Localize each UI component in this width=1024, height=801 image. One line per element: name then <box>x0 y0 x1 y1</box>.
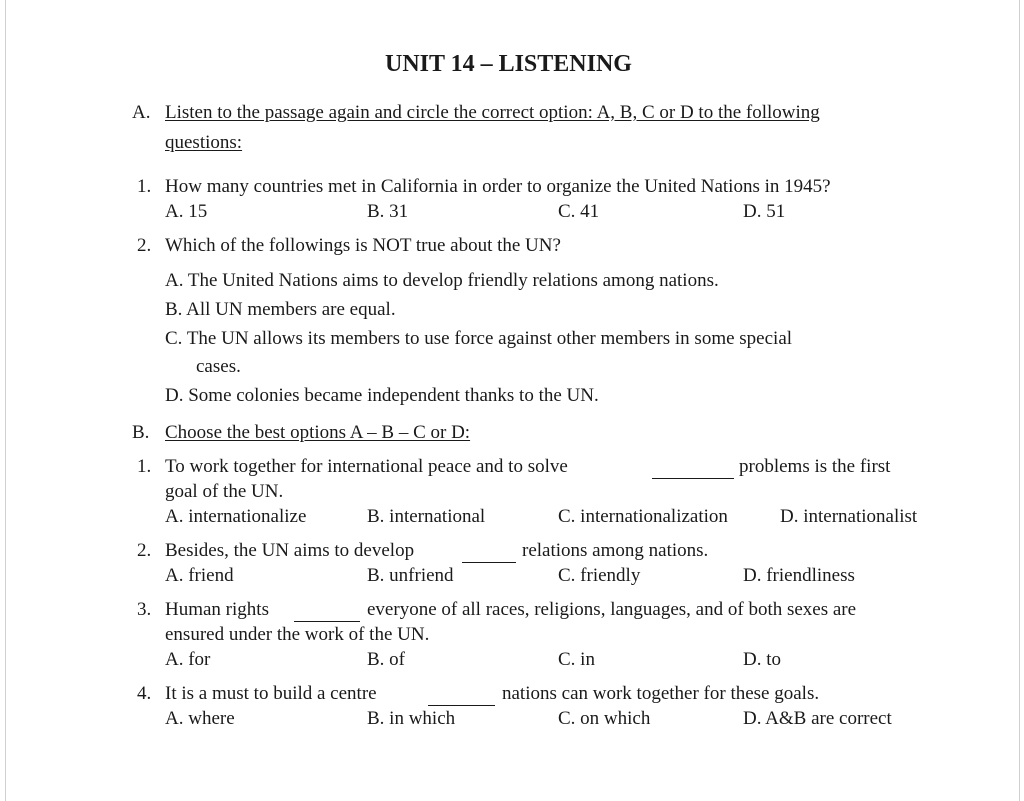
b-q4-option-d: D. A&B are correct <box>743 708 892 729</box>
b-q1-option-a: A. internationalize <box>165 506 307 527</box>
page-title: UNIT 14 – LISTENING <box>385 51 632 77</box>
a-q1-option-a: A. 15 <box>165 201 208 222</box>
b-q3-text-line2: ensured under the work of the UN. <box>165 624 430 645</box>
b-q2-option-a: A. friend <box>165 565 234 586</box>
b-q4-option-c: C. on which <box>558 708 651 729</box>
b-q3-number: 3. <box>137 599 152 620</box>
b-q2-number: 2. <box>137 540 152 561</box>
a-q2-text: Which of the followings is NOT true about the UN? <box>165 235 561 256</box>
b-q4-text-after: nations can work together for these goals. <box>502 683 820 704</box>
b-q1-text-before: To work together for international peace and to solve <box>165 456 568 477</box>
b-q4-option-a: A. where <box>165 708 235 729</box>
a-q1-text: How many countries met in California in order to organize the United Nations in 1945? <box>165 176 831 197</box>
page-border-left <box>5 0 6 801</box>
b-q2-text-after: relations among nations. <box>522 540 709 561</box>
b-q3-blank <box>294 621 360 622</box>
b-q1-number: 1. <box>137 456 152 477</box>
b-q4-text-before: It is a must to build a centre <box>165 683 377 704</box>
b-q4-option-b: B. in which <box>367 708 456 729</box>
a-q1-option-d: D. 51 <box>743 201 786 222</box>
b-q1-option-b: B. international <box>367 506 486 527</box>
a-q2-option-d: D. Some colonies became independent thanks to the UN. <box>165 385 599 406</box>
b-q1-blank <box>652 478 734 479</box>
section-a-instruction-line2: questions: <box>165 132 243 153</box>
b-q4-blank <box>428 705 495 706</box>
a-q2-option-a: A. The United Nations aims to develop friendly relations among nations. <box>165 270 719 291</box>
section-b-letter: B. <box>132 422 150 443</box>
b-q1-option-c: C. internationalization <box>558 506 728 527</box>
b-q3-text-before: Human rights <box>165 599 269 620</box>
b-q4-number: 4. <box>137 683 152 704</box>
a-q1-option-b: B. 31 <box>367 201 409 222</box>
page-border-right <box>1019 0 1020 801</box>
a-q2-option-b: B. All UN members are equal. <box>165 299 396 320</box>
a-q1-number: 1. <box>137 176 152 197</box>
b-q2-text-before: Besides, the UN aims to develop <box>165 540 415 561</box>
b-q2-blank <box>462 562 516 563</box>
b-q2-option-c: C. friendly <box>558 565 641 586</box>
b-q1-text-after: problems is the first <box>739 456 891 477</box>
b-q1-text-line2: goal of the UN. <box>165 481 284 502</box>
section-a-letter: A. <box>132 102 151 123</box>
section-b-instruction: Choose the best options A – B – C or D: <box>165 422 471 443</box>
b-q2-option-b: B. unfriend <box>367 565 454 586</box>
b-q3-option-a: A. for <box>165 649 211 670</box>
b-q3-option-d: D. to <box>743 649 781 670</box>
a-q2-number: 2. <box>137 235 152 256</box>
a-q2-option-c: C. The UN allows its members to use force against other members in some special <box>165 328 793 349</box>
b-q3-option-c: C. in <box>558 649 595 670</box>
a-q1-option-c: C. 41 <box>558 201 600 222</box>
b-q1-option-d: D. internationalist <box>780 506 918 527</box>
a-q2-option-c-line2: cases. <box>196 356 241 377</box>
section-a-instruction-line1: Listen to the passage again and circle the correct option: A, B, C or D to the following <box>165 102 820 123</box>
b-q3-text-after: everyone of all races, religions, languages, and of both sexes are <box>367 599 857 620</box>
b-q2-option-d: D. friendliness <box>743 565 855 586</box>
b-q3-option-b: B. of <box>367 649 405 670</box>
